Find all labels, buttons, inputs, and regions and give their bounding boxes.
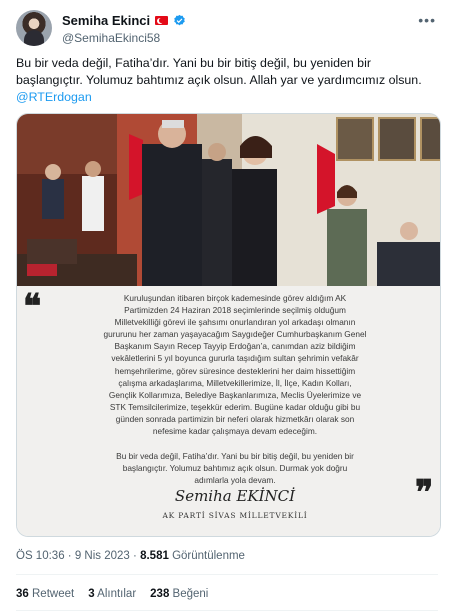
meeting-photo	[17, 114, 441, 286]
retweets-label: Retweet	[32, 588, 75, 600]
tweet-time[interactable]: ÖS 10:36	[16, 550, 65, 562]
quotes-count: 3	[88, 588, 95, 600]
divider	[16, 574, 438, 575]
author-name-row	[62, 13, 186, 28]
tweet-text	[16, 55, 438, 106]
tweet-text-body: Bu bir veda değil, Fatiha’dır. Yani bu bir bitiş değil, bu yeniden bir başlangıçtır. Yolumuz bahtımız açık olsun. Allah yar ve yardımcımız olsun.	[16, 56, 422, 87]
message-body: Kuruluşundan itibaren birçok kademesinde görev aldığım AK Partimizden 24 Haziran 2018 seçimlerinde seçilmiş olduğum Milletvekilliği görevi ile şahsımı onurlandıran yol arkadaşı olmanın gururunu her zaman yaşayacağım Saygıdeğer Cumhurbaşkanım Genel Başkanım Sayın Recep Tayyip Erdoğan’a, canımdan aziz bildiğim vekâletlerini 5 yıl boyunca gururla taşıdığım sultan şehrimin vefakâr hemşehrilerime, görev süresince desteklerini her daim hissettiğim çalışma arkadaşlarıma, Milletvekillerimize, İl, İlçe, Kadın Kolları, Gençlik Kollarımıza, Belediye Başkanlarımıza, Meclis Üyelerimize ve STK Temsilcilerimize, teşekkür ederim. Bugüne kadar olduğu gibi bu günden sonrada partimizin bir neferi olarak hizmetkârı olarak son nefesime kadar çalışmaya devam edeceğim.	[103, 293, 367, 437]
turkey-flag-icon	[155, 16, 168, 25]
verified-badge-icon	[173, 14, 186, 27]
meta-separator: ·	[67, 550, 72, 562]
likes-count: 238	[150, 588, 170, 600]
meta-separator-2: ·	[133, 550, 137, 562]
views-label: Görüntülenme	[172, 550, 245, 562]
signature-title: AK PARTİ SİVAS MİLLETVEKİLİ	[162, 511, 308, 520]
views-count: 8.581	[140, 550, 169, 562]
divider-bottom	[16, 610, 438, 611]
tweet-header	[16, 10, 436, 50]
author-handle[interactable]: @SemihaEkinci58	[62, 31, 161, 45]
quotes-stat[interactable]	[88, 588, 136, 600]
open-quote-icon: ❝	[23, 287, 42, 327]
tweet-date[interactable]: 9 Nis 2023	[74, 550, 130, 562]
tweet-meta	[16, 550, 245, 562]
likes-label: Beğeni	[172, 588, 209, 600]
message-closing: Bu bir veda değil, Fatiha’dır. Yani bu bir bitiş değil, bu yeniden bir başlangıçtır. Yolumuz bahtımız açık olsun. Durmak yok doğru adımlarla yola devam.	[116, 451, 354, 486]
more-horizontal-icon[interactable]: •••	[418, 12, 436, 28]
retweets-count: 36	[16, 588, 29, 600]
tweet-stats	[16, 588, 208, 600]
quotes-label: Alıntılar	[97, 588, 137, 600]
signature: Semiha EKİNCİ	[174, 487, 296, 505]
likes-stat[interactable]	[150, 588, 208, 600]
author-display-name[interactable]: Semiha Ekinci	[62, 13, 151, 28]
close-quote-icon: ❞	[415, 473, 434, 513]
tweet-media-image[interactable]	[16, 113, 441, 537]
mention-link[interactable]: @RTErdogan	[16, 90, 92, 104]
retweets-stat[interactable]	[16, 588, 74, 600]
author-avatar[interactable]	[16, 10, 52, 46]
